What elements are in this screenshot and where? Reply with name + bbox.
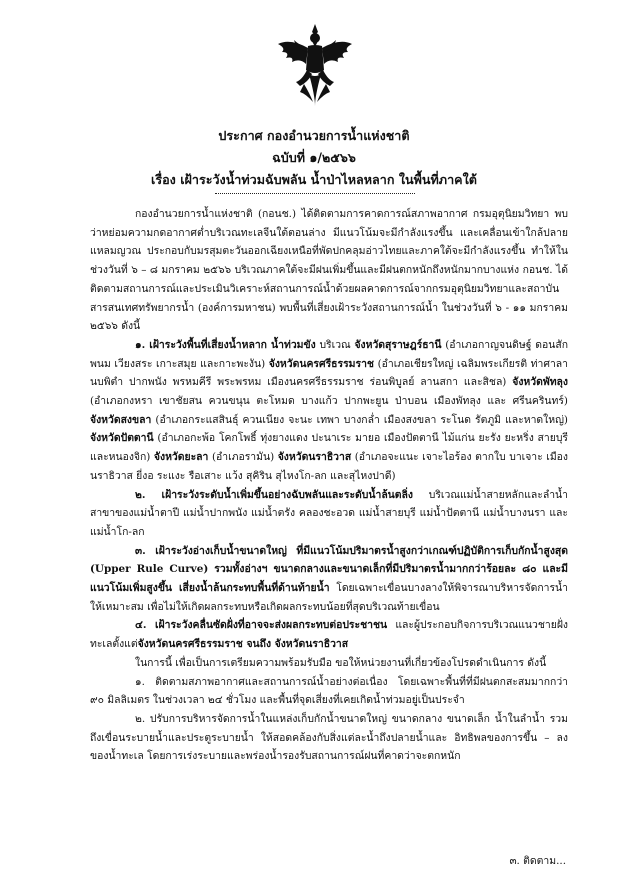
continued-marker: ๓. ติดตาม... bbox=[509, 855, 566, 867]
item-1-text: (อำเภอรามัน) bbox=[208, 451, 278, 464]
province-yala: จังหวัดยะลา bbox=[153, 451, 209, 464]
item-2-text: บริเวณแม่น้ำสายหลักและลำน้ำสาขาของแม่น้ำตาปี แม่น้ำปากพนัง แม่น้ำตรัง คลองชะอวด แม่น้ำสายบุรี แม่น้ำปัตตานี แม่น้ำบางนรา และแม่น้ำโก-ลก bbox=[90, 488, 568, 538]
item-1-heading: ๑. เฝ้าระวังพื้นที่เสี่ยงน้ำหลาก น้ำท่วมขัง bbox=[135, 338, 316, 351]
title-agency: ประกาศ กองอำนวยการน้ำแห่งชาติ bbox=[218, 128, 410, 143]
intro-paragraph: กองอำนวยการน้ำแห่งชาติ (กอนช.) ได้ติดตามการคาดการณ์สภาพอากาศ กรมอุตุนิยมวิทยา พบว่าหย่อมความกดอากาศต่ำบริเวณทะเลจีนใต้ตอนล่าง มีแนวโน้มจะมีกำลังแรงขึ้น และเคลื่อนเข้าใกล้ปลายแหลมญวณ ประกอบกับมรสุมตะวันออกเฉียงเหนือที่พัดปกคลุมอ่าวไทยและภาคใต้จะมีกำลังแรงขึ้น ทำให้ในช่วงวันที่ ๖ – ๘ มกราคม ๒๕๖๖ บริเวณภาคใต้จะมีฝนเพิ่มขึ้นและมีฝนตกหนักถึงหนักมากบางแห่ง กอนช. ได้ติดตามสถานการณ์และประเมินวิเคราะห์สถานการณ์น้ำด้วยผลคาดการณ์จากกรมอุตุนิยมวิทยาและสถาบันสารสนเทศทรัพยากรน้ำ (องค์การมหาชน) พบพื้นที่เสี่ยงเฝ้าระวังสถานการณ์น้ำ ในช่วงวันที่ ๖ - ๑๑ มกราคม ๒๕๖๖ ดังนี้ bbox=[90, 208, 568, 333]
item-3-heading: ๓. เฝ้าระวังอ่างเก็บน้ำขนาดใหญ่ ที่มีแนวโน้มปริมาตรน้ำสูงกว่าเกณฑ์ปฏิบัติการเก็บกักน้ำสูงสุด (Upper Rule Curve) รวมทั้งอ่างฯ ขนาดกลางและขนาดเล็กที่มีปริมาตรน้ำมากกว่าร้อยละ ๘๐ และมีแนวโน้มเพิ่มสูงขึ้น เสี่ยงน้ำล้นกระทบพื้นที่ด้านท้ายน้ำ bbox=[90, 544, 568, 595]
announcement-title bbox=[0, 125, 628, 191]
item-4-text: และผู้ประกอบกิจการบริเวณแนวชายฝั่งทะเลตั้งแต่ bbox=[90, 619, 568, 651]
action-2-paragraph: ๒. ปรับการบริหารจัดการน้ำในแหล่งเก็บกักน้ำขนาดใหญ่ ขนาดกลาง ขนาดเล็ก น้ำในลำน้ำ รวมถึงเขื่อนระบายน้ำและประตูระบายน้ำ ให้สอดคล้องกับสิ่งแต่ละน้ำถึงปลายน้ำและ อิทธิพลของการขึ้น – ลง ของน้ำทะเล โดยการเร่งระบายและพร่องน้ำรองรับสถานการณ์ฝนที่คาดว่าจะตกหนัก bbox=[90, 712, 568, 763]
item-1-text: (อำเภอเชียรใหญ่ เฉลิมพระเกียรติ ท่าศาลา นบพิตำ ปากพนัง พรหมคีรี พระพรหม เมืองนครศรีธรรมราช ร่อนพิบูลย์ ลานสกา และสิชล) bbox=[90, 357, 568, 389]
title-subject: เรื่อง เฝ้าระวังน้ำท่วมฉับพลัน น้ำป่าไหลหลาก ในพื้นที่ภาคใต้ bbox=[151, 172, 477, 187]
item-2-heading: ๒. เฝ้าระวังระดับน้ำเพิ่มขึ้นอย่างฉับพลันและระดับน้ำล้นตลิ่ง bbox=[135, 488, 413, 501]
action-1-paragraph: ๑. ติดตามสภาพอากาศและสถานการณ์น้ำอย่างต่อเนื่อง โดยเฉพาะพื้นที่ที่มีฝนตกสะสมมากกว่า ๙๐ มิลลิเมตร ในช่วงเวลา ๒๔ ชั่วโมง และพื้นที่จุดเสี่ยงที่เคยเกิดน้ำท่วมอยู่เป็นประจำ bbox=[90, 675, 568, 707]
item-4-paragraph bbox=[90, 616, 568, 653]
province-phatthalung: จังหวัดพัทลุง bbox=[512, 376, 568, 389]
garuda-emblem-icon bbox=[276, 22, 354, 108]
title-number: ฉบับที่ ๑/๒๕๖๖ bbox=[272, 150, 356, 165]
item-1-text: (อำเภอกาญจนดิษฐ์ ดอนสัก พนม เวียงสระ เกาะสมุย และกาะพะงัน) bbox=[90, 338, 569, 370]
item-1-text: (อำเภอกงหรา เขาชัยสน ควนขนุน ตะโหมด บางแก้ว ปากพะยูน ป่าบอน เมืองพัทลุง และ ศรีนครินทร์) bbox=[90, 395, 568, 408]
preparation-paragraph: ในการนี้ เพื่อเป็นการเตรียมความพร้อมรับมือ ขอให้หน่วยงานที่เกี่ยวข้องโปรดดำเนินการ ดังนี้ bbox=[135, 656, 547, 669]
item-1-text: (อำเภอกระแสสินธุ์ ควนเนียง จะนะ เทพา บางกล่ำ เมืองสงขลา ระโนด รัตภูมิ และหาดใหญ่) bbox=[151, 413, 568, 426]
province-nakhon-si-thammarat: จังหวัดนครศรีธรรมราช bbox=[268, 357, 374, 370]
item-4-provinces: จังหวัดนครศรีธรรมราช จนถึง จังหวัดนราธิวาส bbox=[137, 638, 349, 651]
item-1-paragraph bbox=[90, 336, 568, 486]
province-narathiwat: จังหวัดนราธิวาส bbox=[277, 451, 352, 464]
province-pattani: จังหวัดปัตตานี bbox=[90, 432, 154, 445]
title-separator bbox=[215, 193, 415, 194]
province-songkhla: จังหวัดสงขลา bbox=[90, 413, 152, 426]
item-1-text: บริเวณ bbox=[315, 338, 355, 351]
item-1-text: (อำเภอกะพ้อ โคกโพธิ์ ทุ่งยางแดง ปะนาเระ มายอ เมืองปัตตานี ไม้แก่น ยะรัง ยะหริ่ง สายบุรี และหนองจิก) bbox=[90, 432, 568, 464]
province-surat-thani: จังหวัดสุราษฎร์ธานี bbox=[354, 338, 442, 351]
item-1-text: (อำเภอจะแนะ เจาะไอร้อง ตากใบ บาเจาะ เมืองนราธิวาส ยี่งอ ระแงะ รือเสาะ แว้ง สุคิริน สุไหงโก-ลก และสุไหงปาดี) bbox=[90, 451, 568, 482]
item-3-paragraph bbox=[90, 542, 568, 617]
document-body bbox=[90, 205, 568, 766]
item-3-text: โดยเฉพาะเขื่อนบางลางให้พิจารณาบริหารจัดการน้ำให้เหมาะสม เพื่อไม่ให้เกิดผลกระทบหรือเกิดผลกระทบน้อยที่สุดบริเวณท้ายเขื่อน bbox=[90, 582, 568, 613]
item-2-paragraph bbox=[90, 486, 568, 542]
item-4-heading: ๔. เฝ้าระวังคลื่นซัดฝั่งที่อาจจะส่งผลกระทบต่อประชาชน bbox=[135, 619, 388, 632]
